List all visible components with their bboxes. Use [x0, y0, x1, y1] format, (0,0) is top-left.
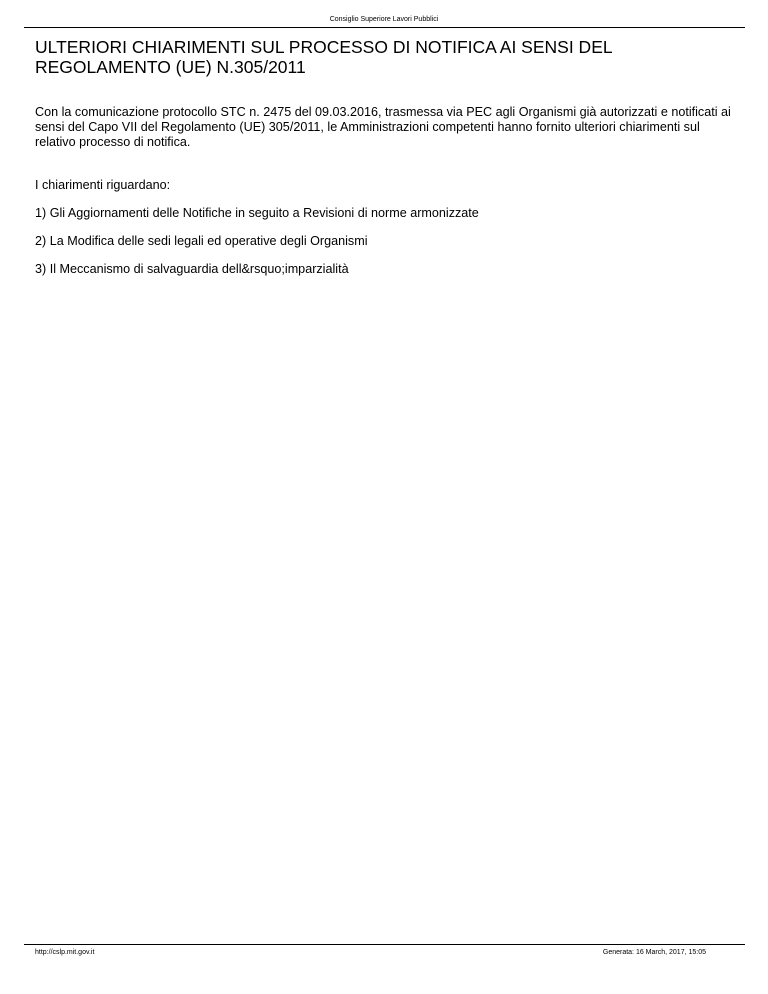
header-divider [24, 27, 745, 28]
list-lead: I chiarimenti riguardano: [35, 178, 171, 192]
footer-url: http://cslp.mit.gov.it [35, 949, 95, 956]
list-item: 1) Gli Aggiornamenti delle Notifiche in seguito a Revisioni di norme armonizzate [35, 206, 479, 220]
header-site-name: Consiglio Superiore Lavori Pubblici [329, 16, 439, 23]
document-title: ULTERIORI CHIARIMENTI SUL PROCESSO DI NOTIFICA AI SENSI DEL REGOLAMENTO (UE) N.305/2011 [35, 37, 612, 77]
intro-paragraph: Con la comunicazione protocollo STC n. 2475 del 09.03.2016, trasmessa via PEC agli Organismi già autorizzati e notificati ai sensi del Capo VII del Regolamento (UE) 305/2011, le Amministrazioni competenti hanno fornito ulteriori chiarimenti sul relativo processo di notifica. [35, 105, 731, 149]
document-body [35, 105, 735, 290]
list-item: 3) Il Meccanismo di salvaguardia dell&rsquo;imparzialità [35, 262, 349, 276]
footer-generated-date: Generata: 16 March, 2017, 15:05 [602, 949, 706, 956]
list-item: 2) La Modifica delle sedi legali ed operative degli Organismi [35, 234, 368, 248]
footer-divider [24, 944, 745, 945]
